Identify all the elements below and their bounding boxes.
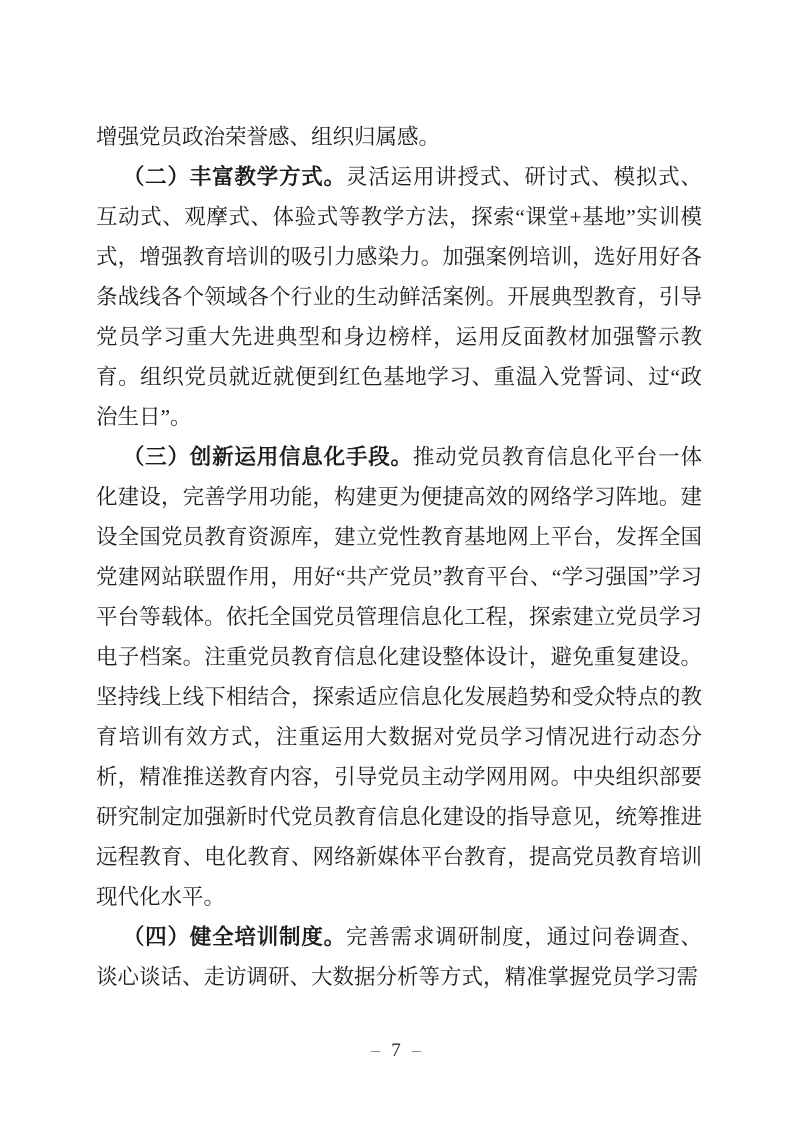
paragraph bbox=[96, 917, 702, 997]
paragraph-text: 推动党员教育信息化平台一体化建设，完善学用功能，构建更为便捷高效的网络学习阵地。建设全国党员教育资源库，建立党性教育基地网上平台，发挥全国党建网站联盟作用，用好“共产党员”教育平台、“学习强国”学习平台等载体。依托全国党员管理信息化工程，探索建立党员学习电子档案。注重党员教育信息化建设整体设计，避免重复建设。坚持线上线下相结合，探索适应信息化发展趋势和受众特点的教育培训有效方式，注重运用大数据对党员学习情况进行动态分析，精准推送教育内容，引导党员主动学网用网。中央组织部要研究制定加强新时代党员教育信息化建设的指导意见，统筹推进远程教育、电化教育、网络新媒体平台教育，提高党员教育培训现代化水平。 bbox=[96, 445, 702, 909]
paragraph bbox=[96, 157, 702, 437]
paragraph-text: 灵活运用讲授式、研讨式、模拟式、互动式、观摩式、体验式等教学方法，探索“课堂+基地”实训模式，增强教育培训的吸引力感染力。加强案例培训，选好用好各条战线各个领域各个行业的生动鲜活案例。开展典型教育，引导党员学习重大先进典型和身边榜样，运用反面教材加强警示教育。组织党员就近就便到红色基地学习、重温入党誓词、过“政治生日”。 bbox=[96, 165, 702, 429]
page-number: 7 bbox=[391, 1040, 402, 1061]
document-body bbox=[96, 117, 702, 997]
footer-dash-right: – bbox=[411, 1040, 423, 1061]
paragraph-text: 增强党员政治荣誉感、组织归属感。 bbox=[96, 125, 441, 149]
paragraph bbox=[96, 437, 702, 917]
page-footer bbox=[0, 1038, 793, 1064]
paragraph-heading: （四）健全培训制度。 bbox=[122, 925, 346, 949]
footer-dash-left: – bbox=[370, 1040, 382, 1061]
paragraph bbox=[96, 117, 702, 157]
paragraph-text: 完善需求调研制度，通过问卷调查、谈心谈话、走访调研、大数据分析等方式，精准掌握党员学习需 bbox=[96, 925, 702, 989]
paragraph-heading: （三）创新运用信息化手段。 bbox=[122, 445, 413, 469]
paragraph-heading: （二）丰富教学方式。 bbox=[122, 165, 346, 189]
